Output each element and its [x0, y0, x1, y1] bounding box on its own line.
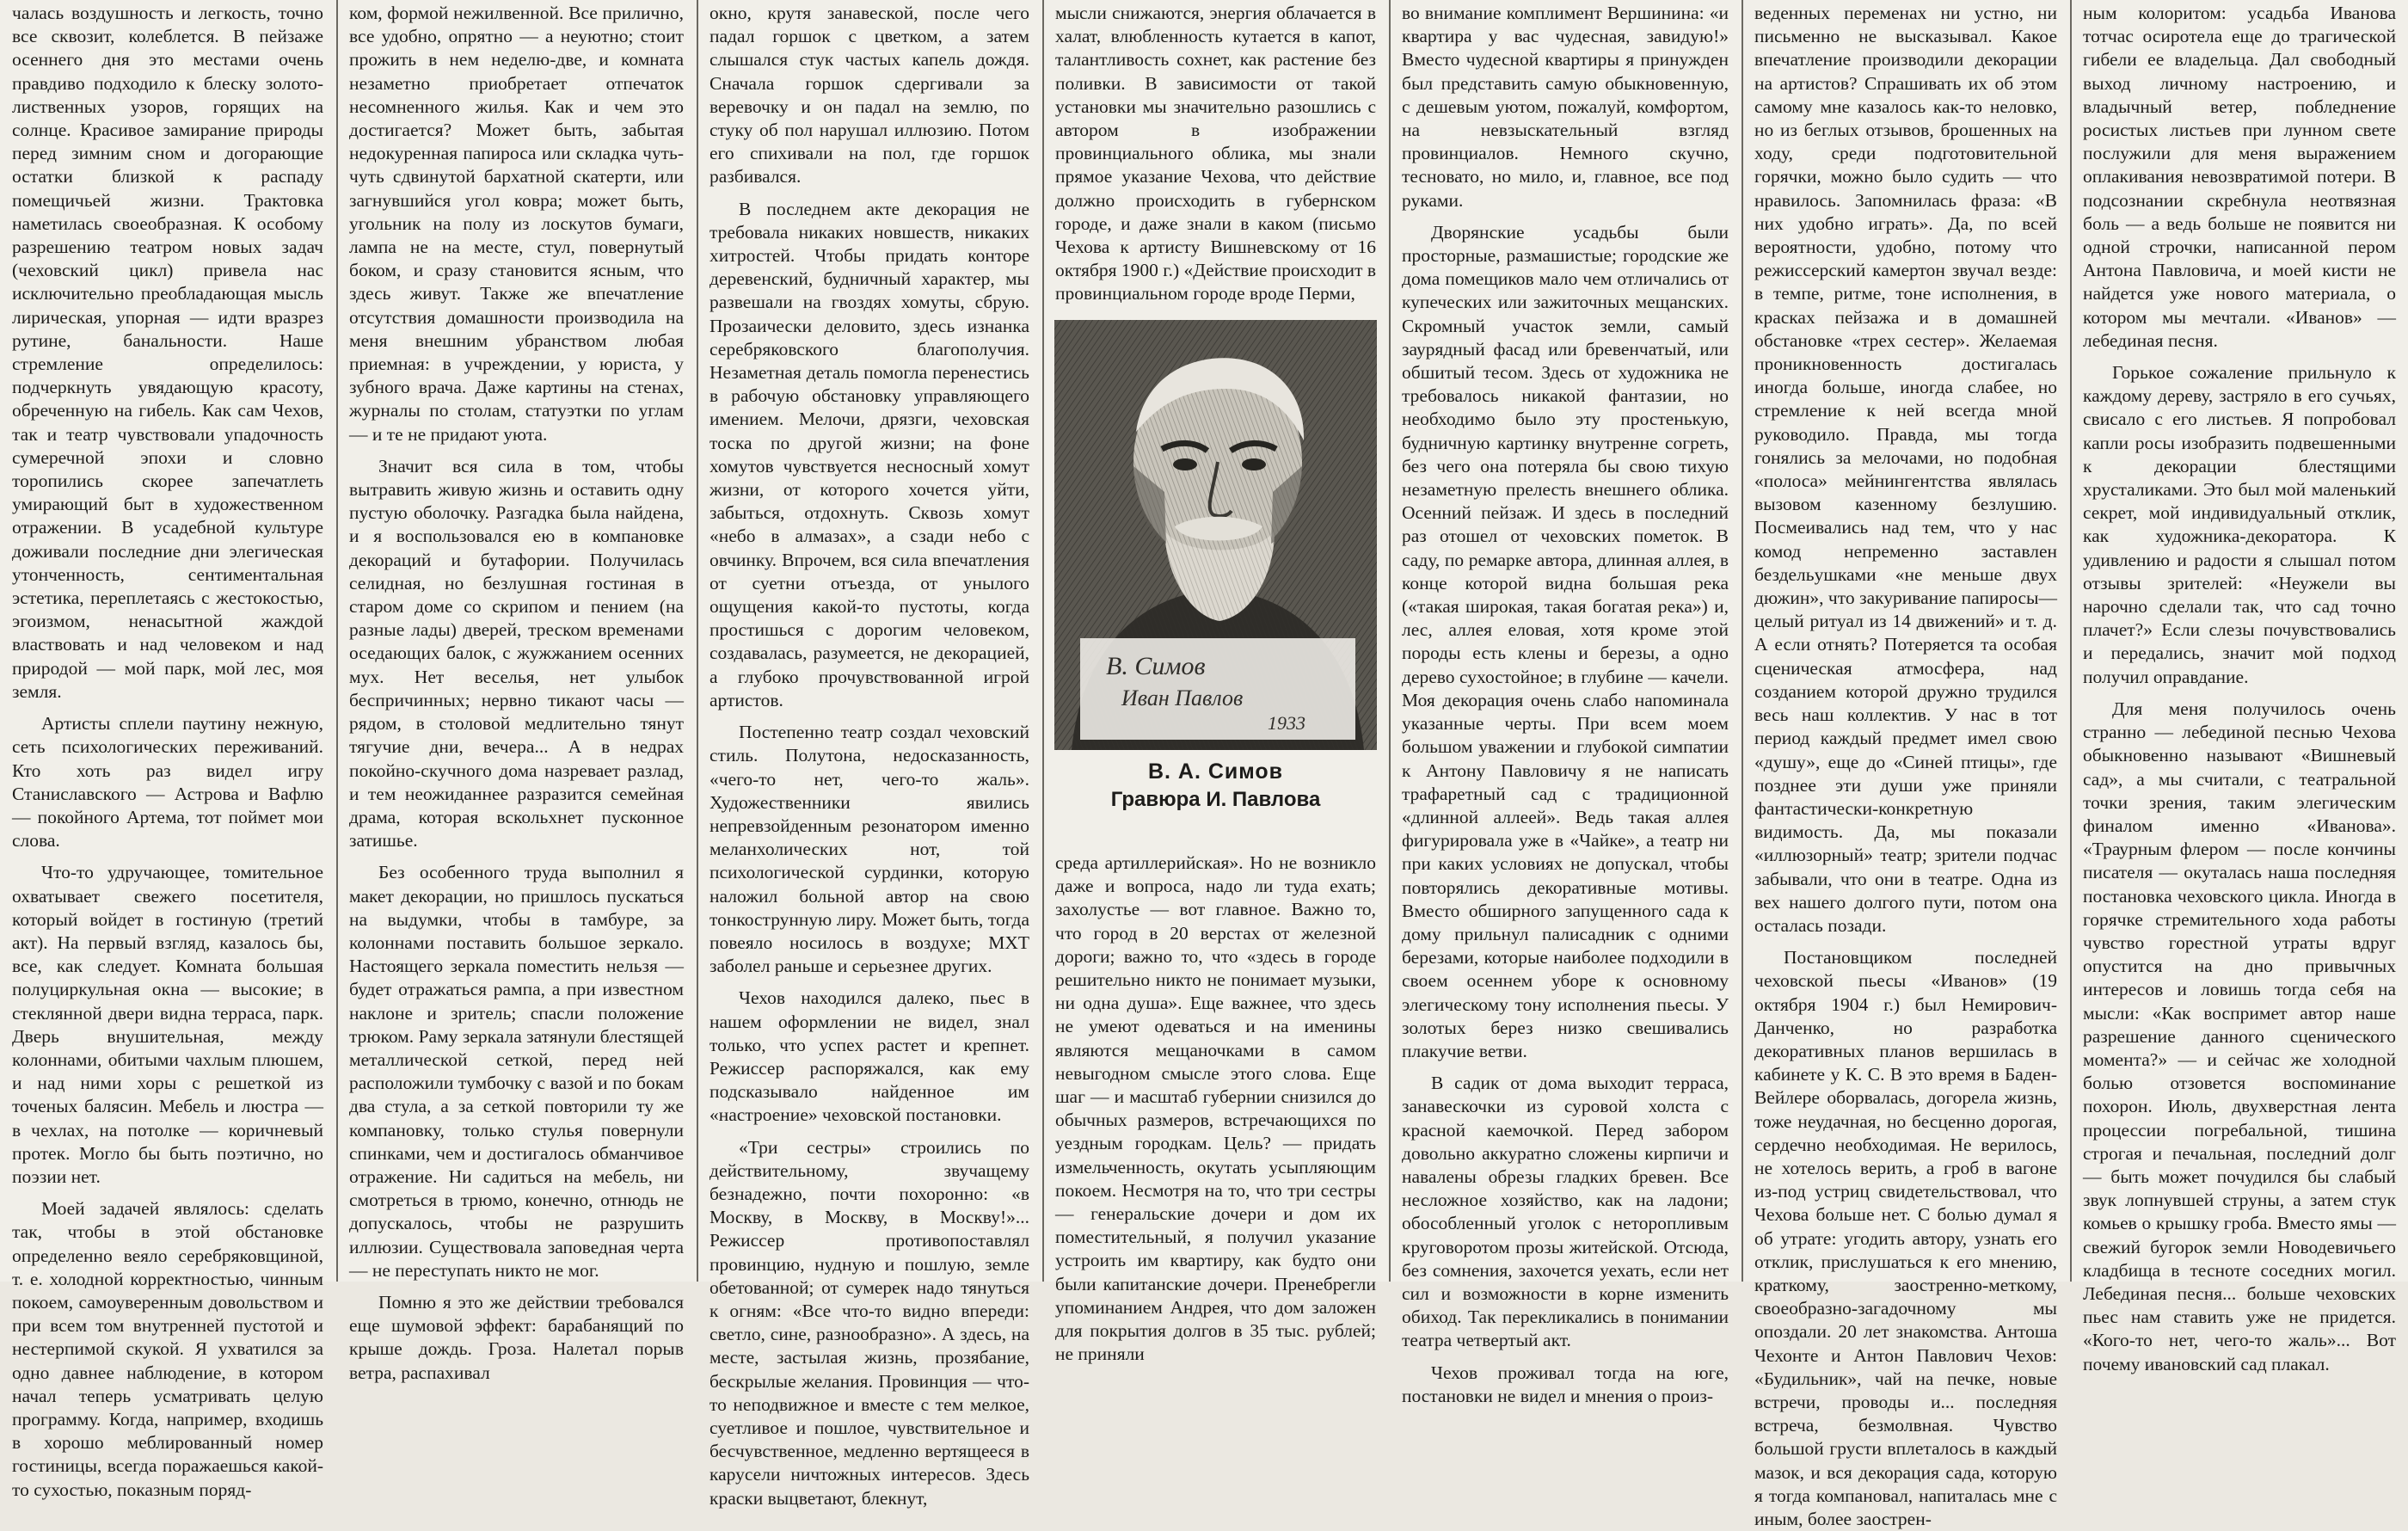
figure-caption	[1043, 757, 1388, 814]
signature-engraver: Иван Павлов	[1121, 686, 1244, 710]
paragraph: Чехов проживал тогда на юге, постановки не видел и мнения о произ-	[1402, 1362, 1729, 1406]
paragraph: мысли снижаются, энергия облачается в халат, влюбленность кутается в капот, талантливость сохнет, как растение без поливки. В зависимости от такой установки мы значительно разошлись с автором в изображении провинциального облика, мы знали прямое указание Чехова, что действие должно происходить в губернском городе, и даже знали в каком (письмо Чехова к артисту Вишневскому от 16 октября 1900 г.) «Действие происходит в провинциальном городе вроде Перми,	[1055, 3, 1376, 304]
paragraph: Что-то удручающее, томительное охватывает свежего посетителя, который войдет в гостиную (третий акт). На первый взгляд, казалось бы, все, как следует. Комната большая полуциркульная окна — высокие; в стеклянной двери видна терраса, парк. Дверь внушительная, между колоннами, обитыми чахлым плюшем, и над ними хоры с решеткой из точеных балясин. Мебель и люстра — в чехлах, на потолке — коричневый протек. Могло бы быть поэтично, но поэзии нет.	[12, 862, 323, 1187]
text-column-3	[697, 0, 1041, 1509]
paragraph: В последнем акте декорация не требовала никаких новшеств, никаких хитростей. Чтобы придать конторе деревенский, будничный характер, мы развешали на гвоздях хомуты, сбрую. Прозаически деловито, здесь изнанка серебряковского благополучия. Незаметная деталь помогла перенестись в рабочую обстановку управляющего имением. Мелочи, дрязги, чеховская тоска по другой жизни; на фоне хомутов чувствуется несносный хомут жизни, от которого хочется уйти, забыться, отдохнуть. Сквозь хомут «небо в алмазах», а сзади небо с овчинку. Впрочем, вся сила впечатления от суетни отъезда, от унылого ощущения какой-то пустоты, когда простишься с дорогим человеком, создавалась, разумеется, не декорацией, а глубоко прочувствованной игрой артистов.	[710, 198, 1029, 710]
text-column-5	[1390, 0, 1741, 1406]
portrait-illustration	[1054, 320, 1377, 750]
paragraph: во внимание комплимент Вершинина: «и квартира у вас чудесная, завидую!» Вместо чудесной квартиры я принужден был представить самую обыкновенную, с дешевым уютом, пожалуй, комфортом, на невзыскательный взгляд провинциалов. Немного скучно, тесновато, но мило, и, главное, все под руками.	[1402, 3, 1729, 211]
caption-name: В. А. Симов	[1147, 759, 1284, 784]
caption-credit: Гравюра И. Павлова	[1110, 788, 1321, 811]
text-column-1	[0, 0, 335, 1500]
paragraph: чалась воздушность и легкость, точно все сквозит, колеблется. В пейзаже осеннего дня это местами очень правдиво подходило к блеску золото-лиственных узоров, горящих на солнце. Красивое замирание природы перед зимним сном и догорающие остатки близкой к распаду помещичьей жизни. Трактовка наметилась своеобразная. К особому разрешению театром новых задач (чеховский цикл) привела нас исключительно преобладающая мысль лирическая, упорная — идти вразрез рутине, банальности. Наше стремление определилось: подчеркнуть увядающую красоту, обреченную на гибель. Как сам Чехов, так и театр чувствовали упадочность сумеречной эпохи и словно торопились скорее запечатлеть умирающий быт в художественном отражении. В усадебной культуре доживали последние дни элегическая утонченность, сентиментальная эстетика, переплетаясь с жестокостью, эгоизмом, ненасытной жаждой властвовать и над человеком и над природой — мой парк, мой лес, моя земля.	[12, 3, 323, 702]
paragraph: Чехов находился далеко, пьес в нашем оформлении не видел, знал только, что успех растет и крепнет. Режиссер распоряжался, как ему подсказывало найденное им «настроение» чеховской постановки.	[710, 987, 1029, 1126]
paragraph: среда артиллерийская». Но не возникло даже и вопроса, надо ли туда ехать; захолустье — вот главное. Важно то, что город в 20 верстах от железной дороги; важно то, что «здесь в городе решительно никто не понимает музыки, ни одна душа». Еще важнее, что здесь не умеют одеваться и на именины являются мещаночками в самом невыгодном смысле этого слова. Еще шаг — и масштаб губернии снизился до обычных размеров, встречающихся по уездным городкам. Цель? — придать измельченность, окутать усыпляющим покоем. Несмотря на то, что три сестры — генеральские дочери и дом их поместительный, я получил указание устроить им квартиру, как будто они были капитанские дочери. Пренебрегли упоминанием Андрея, что дом заложен для покрытия долгов в 35 тыс. рублей; не приняли	[1055, 852, 1376, 1365]
paragraph: ным колоритом: усадьба Иванова тотчас осиротела еще до трагической гибели ее владельца. Дал свободный выход личному настроению, и владычный ветер, побледнение росистых листьев при лунном свете послужили для меня выражением оплакивания невозвратимой потери. В подсознании скребнула неотвязная боль — а ведь больше не появится ни одной строчки, написанной пером Антона Павловича, и моей кисти не найдется уже нового материала, о котором мы мечтали. «Иванов» — лебединая песня.	[2083, 3, 2396, 351]
paragraph: Значит вся сила в том, чтобы вытравить живую жизнь и оставить одну пустую оболочку. Разгадка была найдена, и я воспользовался ею в компановке декораций и бутафории. Получилась селидная, но безлушная гостиная в старом доме со скрипом и пением (на разные лады) дверей, треском временами оседающих балок, с жужжанием осенних мух. Нет веселья, нет улыбок беспричинных; нервно тикают часы — рядом, в столовой медлительно тянут тягучие дни, вечера... А в недрах покойно-скучного дома назревает разлад, и тем неожиданнее разразится семейная драма, которая вскольхнет пусконное затишье.	[349, 455, 684, 852]
paragraph: Постепенно театр создал чеховский стиль. Полутона, недосказанность, «чего-то нет, чего-то жаль». Художественники явились непревзойденным резонатором именно меланхолических нот, той психологической сурдинки, которую наложил больной автор на свою тонкострунную лиру. Может быть, тогда повеяло носилось в воздухе; МХТ заболел раньше и серьезнее других.	[710, 722, 1029, 977]
signature-year: 1933	[1268, 712, 1305, 734]
paragraph: «Три сестры» строились по действительному, звучащему безнадежно, почти похоронно: «в Москву, в Москву, в Москву!»... Режиссер противопоставлял провинцию, нудную и пошлую, земле обетованной; от сумерек надо тянуться к огням: «Все что-то видно впереди: светло, сине, разнообразно». А здесь, на месте, застылая жизнь, прозябание, бескрылые желания. Провинция — что-то неподвижное и вместе с тем мелкое, суетливое и пошлое, чувствительное и бесчувственное, медленно вертящееся в карусели ничтожных интересов. Здесь краски выцветают, блекнут,	[710, 1136, 1029, 1509]
paragraph: Помню я это же действии требовался еще шумовой эффект: барабанящий по крыше дождь. Гроза. Налетал порыв ветра, распахивал	[349, 1291, 684, 1383]
paragraph: Для меня получилось очень странно — лебединой песнью Чехова обыкновенно называют «Вишневый сад», а мы считали, с театральной точки зрения, таким элегическим финалом именно «Иванова». «Траурным флером — после кончины писателя — окуталась наша последняя постановка чеховского цикла. Иногда в горячке стремительного хода работы чувство горестной утраты вдруг опустится на дно привычных интересов и ловишь тогда себя на мысли: «Как воспримет автор наше разрешение данного сценического момента?» — и сейчас же холодной болью отзовется воспоминание похорон. Июль, двухверстная лента процессии погребальной, тишина строгая и печальная, последний долг — быть может почудился бы слабый звук лопнувшей струны, а затем стук комьев о крышку гроба. Вместо ямы — свежий бугорок земли Новодевичьего кладбища в тесноте соседних могил. Лебединая песня... больше чеховских пьес нам ставить уже не придется. «Кого-то нет, чего-то жаль»... Вот почему ивановский сад плакал.	[2083, 698, 2396, 1374]
paragraph: Постановщиком последней чеховской пьесы «Иванов» (19 октября 1904 г.) был Немирович-Данченко, но разработка декоративных планов вершилась в кабинете у К. С. В это время в Баден-Вейлере оборвалась, догорела жизнь, тоже неудачная, но бесценно дорогая, сердечно необходимая. Не верилось, не хотелось верить, а гроб в вагоне из-под устриц свидетельствовал, что Чехова больше нет. С болью думал я об утрате: угодить автору, узнать его отклик, прислушаться к его мнению, краткому, заостренно-меткому, своеобразно-загадочному мы опоздали. 20 лет знакомства. Антоша Чехонте и Антон Павлович Чехов: «Будильник», чай на печке, новые встречи, проводы и... последняя встреча, безмолвная. Чувство большой грусти вплеталось в каждый мазок, и вся декорация сада, которую я тогда компановал, напиталась мне с иным, более заострен-	[1754, 947, 2057, 1529]
column-4-top-text	[1055, 2, 1376, 304]
paragraph: Артисты сплели паутину нежную, сеть психологических переживаний. Кто хоть раз видел игру Станиславского — Астрова и Вафлю — покойного Артема, тот поймет мои слова.	[12, 713, 323, 852]
paragraph: Дворянские усадьбы были просторные, размашистые; городские же дома помещиков мало чем отличались от купеческих или зажиточных мещанских. Скромный участок земли, самый заурядный фасад или бревенчатый, или обшитый тесом. Здесь от художника не требовалось никакой фантазии, но необходимо было эту простенькую, будничную картинку внутренне согреть, без чего она потеряла бы свою тихую незаметную прелесть внешнего облика. Осенний пейзаж. И здесь в последний раз отошел от чеховских пометок. В саду, по ремарке автора, длинная аллея, в конце которой видна большая река («такая широкая, такая богатая река») и, лес, аллея еловая, хотя кроме этой породы есть клены и березы, а одно дерево сухостойное; в глубине — качели. Моя декорация очень слабо напоминала указанные черты. При всем моем большом уважении и глубокой симпатии к Антону Павловичу я не написать трафаретный сад с традиционной «длинной аллеей». Ведь такая аллея фигурировала уже в «Чайке», а театр ни при каких условиях не допускал, чтобы повторялись декоративные мотивы. Вместо обширного запущенного сада к дому прильнул палисадник с одними березами, которые наиболее подходили в своем осеннем уборе к основному элегическому тону исполнения пьесы. У золотых берез низко свешивались плакучие ветви.	[1402, 221, 1729, 1061]
signature-artist: В. Симов	[1106, 652, 1206, 680]
column-4-bottom-text	[1055, 852, 1376, 1365]
paragraph: веденных переменах ни устно, ни письменно не высказывал. Какое впечатление производили декорации на артистов? Спрашивать их об этом самому мне казалось как-то неловко, но из беглых отзывов, брошенных на ходу, среди подготовительной горячки, можно было судить — что нравилось. Запомнилась фраза: «В них удобно играть». Да, по всей вероятности, удобно, потому что режиссерский камертон звучал везде: в темпе, ритме, тоне исполнения, в красках пейзажа и в домашней обстановке «трех сестер». Желаемая проникновенность достигалась иногда больше, иногда слабее, но стремление к ней всегда мной руководило. Правда, мы тогда гонялись за мелочами, но подобная «полоса» мейнингентства являлась вызовом казенному безлушию. Посмеивались над тем, что у нас комод непременно заставлен бездельушками «не меньше двух дюжин», что закуривание папиросы—целый ритуал из 14 движений» и т. д. А если отнять? Потеряется та особая сценическая атмосфера, над созданием которой дружно трудился весь наш коллектив. У нас в тот период каждый предмет имел свою «душу», еще до «Синей птицы», где позднее эти души уже приняли фантастически-конкретную видимость. Да, мы показали «иллюзорный» театр; зрители подчас забывали, что они в театре. Одна из вех нашего долгого пути, потом она осталась позади.	[1754, 3, 2057, 936]
text-column-2	[337, 0, 696, 1383]
paragraph: ком, формой нежилвенной. Все прилично, все удобно, опрятно — а неуютно; стоит прожить в нем неделю-две, и комната незаметно приобретает отпечаток несомненного жилья. Как и чем это достигается? Может быть, забытая недокуренная папироса или складка чуть-чуть сдвинутой бархатной скатерти, или загнувшийся угол ковра; может быть, угольник на полу из лоскутов бумаги, лампа не на месте, стул, повернутый боком, и сразу становится ясным, что здесь живут. Также же впечатление отсутствия домашности производила на меня внешним убранством любая приемная: в учреждении, у юриста, у зубного врача. Даже картины на стенах, журналы по столам, статуэтки по углам — и те не придают уюта.	[349, 3, 684, 445]
paragraph: окно, крутя занавеской, после чего падал горшок с цветком, а затем слышался стук частых капель дождя. Сначала горшок сдергивали за веревочку и он падал на землю, по стуку об пол нарушал иллюзию. Потом его спихивали на пол, где горшок разбивался.	[710, 3, 1029, 188]
text-column-6	[1742, 0, 2069, 1529]
paragraph: В садик от дома выходит терраса, занавескочки из суровой холста с красной каемочкой. Перед забором довольно аккуратно сложены кирпичи и навалены обрезы гладких бревен. Все несложное хозяйство, как на ладони; обособленный уголок с неторопливым круговоротом прозы житейской. Отсюда, без сомнения, захочется уехать, если нет сил и возможности в корне изменить обиход. Так перекликались в понимании театра четвертый акт.	[1402, 1073, 1729, 1351]
paragraph: Без особенного труда выполнил я макет декорации, но пришлось пускаться на выдумки, чтобы в тамбуре, за колоннами поставить большое зеркало. Настоящего зеркала поместить нельзя — будет отражаться рампа, а при известном наклоне и зритель; спасли положение трюком. Раму зеркала затянули блестящей металлической сеткой, перед ней расположили тумбочку с вазой и по бокам два стула, а за сеткой повторили ту же компановку, только стулья повернули спинками, чем и достигалось обманчивое отражение. Ни садиться на мебель, ни смотреться в трюмо, конечно, отнюдь не допускалось, чтобы не разрушить иллюзии. Существовала заповедная черта — не переступать никто не мог.	[349, 862, 684, 1281]
paragraph: Моей задачей являлось: сделать так, чтобы в этой обстановке определенно веяло серебряковщиной, т. е. холодной корректностью, чинным покоем, самоуверенным довольством и при всем том внутренней пустотой и нестерпимой скукой. Я ухватился за одно давнее наблюдение, в котором начал теперь усматривать целую программу. Когда, например, входишь в хорошо меблированный номер гостиницы, всегда поражаешься какой-то сухостью, показным поряд-	[12, 1198, 323, 1500]
paragraph: Горькое сожаление прильнуло к каждому дереву, застряло в его сучьях, свисало с его листьев. Я попробовал капли росы изобразить подвешенными к декорации блестящими хрусталиками. Это был мой маленький секрет, мой индивидуальный отклик, как художника-декоратора. К удивлению и радости я слышал потом отзывы зрителей: «Неужели вы нарочно сделали так, что сад точно плачет?» Если слезы почувствовались и передались, значит мой подход получил оправдание.	[2083, 362, 2396, 687]
portrait-engraving	[1054, 320, 1377, 750]
text-column-7	[2071, 0, 2408, 1374]
